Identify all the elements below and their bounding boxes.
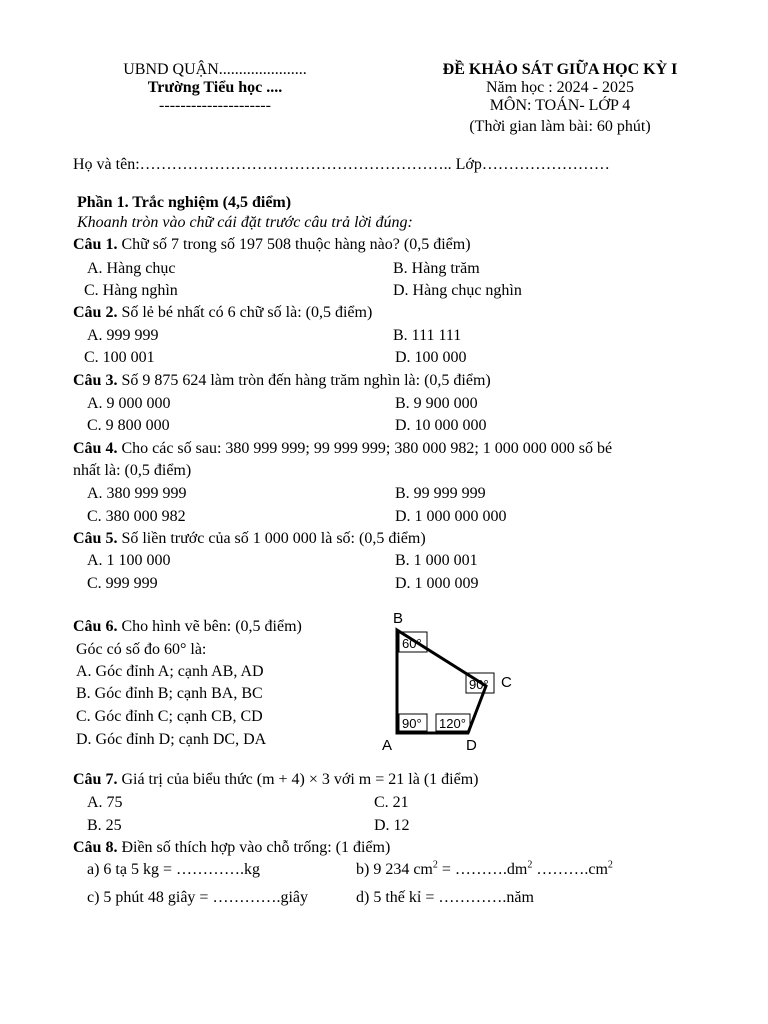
q1-option-c[interactable]: C. Hàng nghìn [84, 282, 178, 299]
school-year: Năm học : 2024 - 2025 [486, 79, 634, 96]
angle-label-d: 120° [439, 716, 466, 731]
vertex-label-d: D [466, 737, 477, 754]
q3-option-b[interactable]: B. 9 900 000 [395, 395, 478, 412]
q7-option-a[interactable]: A. 75 [87, 794, 123, 811]
question-number: Câu 4. [73, 440, 118, 457]
q4-option-d[interactable]: D. 1 000 000 000 [395, 508, 507, 525]
question-4 [73, 439, 612, 459]
question-text: Giá trị của biểu thức (m + 4) × 3 với m = 21 là (1 điểm) [117, 771, 479, 788]
superscript: 2 [432, 859, 438, 871]
question-text: Số lẻ bé nhất có 6 chữ số là: (0,5 điểm) [117, 304, 373, 321]
q3-option-c[interactable]: C. 9 800 000 [87, 417, 170, 434]
question-1 [73, 235, 471, 255]
q1-option-d[interactable]: D. Hàng chục nghìn [393, 282, 522, 299]
header-divider: --------------------- [159, 97, 271, 114]
q2-option-b[interactable]: B. 111 111 [393, 327, 462, 344]
q5-option-b[interactable]: B. 1 000 001 [395, 552, 478, 569]
question-number: Câu 5. [73, 530, 118, 547]
q6-option-a[interactable]: A. Góc đỉnh A; cạnh AB, AD [76, 663, 264, 680]
vertex-label-a: A [382, 737, 393, 754]
q8-part-b-pre: b) 9 234 cm [356, 861, 433, 878]
q6-option-c[interactable]: C. Góc đỉnh C; cạnh CB, CD [76, 708, 263, 725]
q8-part-d[interactable]: d) 5 thế kỉ = ………….năm [356, 889, 534, 906]
q8-part-b-mid2: ……….cm [532, 861, 608, 878]
quadrilateral-diagram [375, 608, 525, 758]
student-name-line: Họ và tên:………………………………………………….. Lớp…………………… [73, 156, 610, 173]
q3-option-a[interactable]: A. 9 000 000 [87, 395, 171, 412]
question-text: Chữ số 7 trong số 197 508 thuộc hàng nào? (0,5 điểm) [117, 236, 471, 253]
q2-option-a[interactable]: A. 999 999 [87, 327, 159, 344]
angle-label-b: 60° [402, 636, 422, 651]
q4-option-b[interactable]: B. 99 999 999 [395, 485, 486, 502]
question-7 [73, 770, 478, 790]
q1-option-b[interactable]: B. Hàng trăm [393, 260, 480, 277]
question-8 [73, 838, 390, 858]
exam-title: ĐỀ KHẢO SÁT GIỮA HỌC KỲ I [442, 61, 678, 78]
question-5 [73, 529, 426, 549]
question-number: Câu 2. [73, 304, 118, 321]
q5-option-c[interactable]: C. 999 999 [87, 575, 158, 592]
q4-option-a[interactable]: A. 380 999 999 [87, 485, 187, 502]
part1-instruction: Khoanh tròn vào chữ cái đặt trước câu trả lời đúng: [77, 214, 413, 231]
q7-option-b[interactable]: B. 25 [87, 817, 122, 834]
question-text: Cho hình vẽ bên: (0,5 điểm) [117, 618, 302, 635]
superscript: 2 [527, 859, 533, 871]
q6-option-d[interactable]: D. Góc đỉnh D; cạnh DC, DA [76, 731, 267, 748]
q8-part-a[interactable]: a) 6 tạ 5 kg = ………….kg [87, 861, 260, 878]
question-text: Cho các số sau: 380 999 999; 99 999 999; 380 000 982; 1 000 000 000 số bé [117, 440, 613, 457]
school-name: Trường Tiểu học .... [147, 79, 283, 96]
question-3 [73, 371, 491, 391]
question-6 [73, 617, 302, 637]
q4-option-c[interactable]: C. 380 000 982 [87, 508, 186, 525]
q5-option-d[interactable]: D. 1 000 009 [395, 575, 479, 592]
q8-part-c[interactable]: c) 5 phút 48 giây = ………….giây [87, 889, 308, 906]
q1-option-a[interactable]: A. Hàng chục [87, 260, 176, 277]
time-limit: (Thời gian làm bài: 60 phút) [469, 118, 651, 135]
q7-option-c[interactable]: C. 21 [374, 794, 409, 811]
question-number: Câu 6. [73, 618, 118, 635]
district-line: UBND QUẬN...................... [123, 61, 307, 78]
question-number: Câu 1. [73, 236, 118, 253]
vertex-label-c: C [501, 674, 512, 691]
question-6-sub: Góc có số đo 60° là: [76, 641, 207, 658]
q7-option-d[interactable]: D. 12 [374, 817, 410, 834]
angle-label-a: 90° [402, 716, 422, 731]
question-2 [73, 303, 372, 323]
question-text: Điền số thích hợp vào chỗ trống: (1 điểm) [117, 839, 391, 856]
q3-option-d[interactable]: D. 10 000 000 [395, 417, 487, 434]
question-text: Số 9 875 624 làm tròn đến hàng trăm nghìn là: (0,5 điểm) [117, 372, 491, 389]
question-number: Câu 3. [73, 372, 118, 389]
vertex-label-b: B [393, 610, 404, 627]
superscript: 2 [607, 859, 613, 871]
q5-option-a[interactable]: A. 1 100 000 [87, 552, 171, 569]
question-number: Câu 8. [73, 839, 118, 856]
q6-option-b[interactable]: B. Góc đỉnh B; cạnh BA, BC [76, 685, 263, 702]
question-number: Câu 7. [73, 771, 118, 788]
subject: MÔN: TOÁN- LỚP 4 [489, 97, 631, 114]
angle-label-c: 90° [469, 677, 489, 692]
part1-title: Phần 1. Trắc nghiệm (4,5 điểm) [77, 194, 292, 211]
q8-part-b-mid: = ……….dm [437, 861, 528, 878]
question-text: Số liền trước của số 1 000 000 là số: (0,5 điểm) [117, 530, 426, 547]
question-4-continued: nhất là: (0,5 điểm) [73, 462, 192, 479]
q2-option-c[interactable]: C. 100 001 [84, 349, 155, 366]
q2-option-d[interactable]: D. 100 000 [395, 349, 467, 366]
q8-part-b[interactable] [356, 860, 613, 880]
